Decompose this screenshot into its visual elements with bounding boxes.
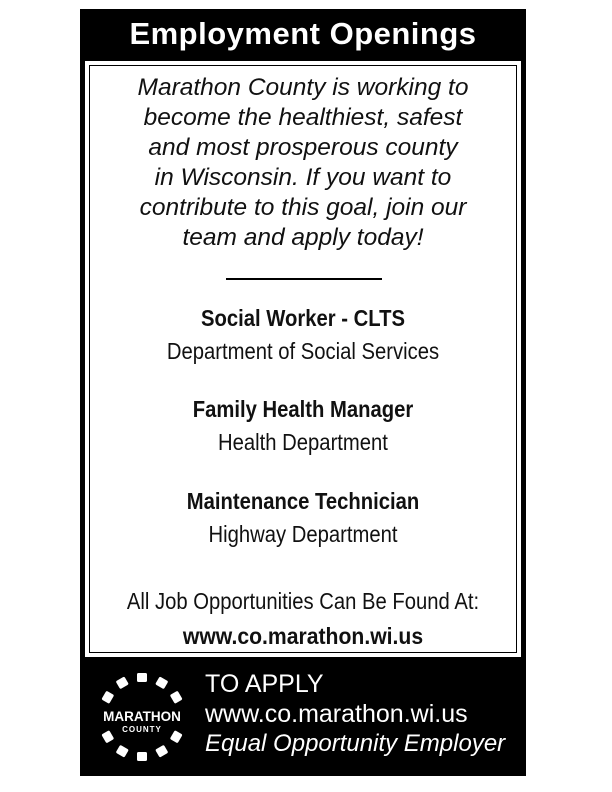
job-title: Social Worker - CLTS: [201, 305, 405, 331]
logo-name: MARATHON: [103, 709, 181, 724]
job-listing: [85, 394, 521, 460]
logo-subname: COUNTY: [122, 725, 162, 734]
job-listing: [85, 303, 521, 369]
ad-header-title: Employment Openings: [129, 16, 477, 51]
intro-line: Marathon County is working to: [137, 74, 469, 101]
opportunities-link[interactable]: www.co.marathon.wi.us: [182, 623, 424, 649]
job-listing: [85, 486, 521, 552]
intro-line: become the healthiest, safest: [143, 104, 463, 131]
job-title: Family Health Manager: [192, 396, 414, 422]
job-department: Department of Social Services: [166, 338, 440, 364]
intro-line: contribute to this goal, join our: [139, 194, 467, 221]
apply-footer: [80, 659, 526, 776]
opportunities-text: All Job Opportunities Can Be Found At:: [126, 588, 480, 614]
job-department: Health Department: [218, 429, 388, 455]
intro-paragraph: [105, 73, 501, 253]
apply-url-link[interactable]: www.co.marathon.wi.us: [205, 700, 468, 728]
intro-line: in Wisconsin. If you want to: [154, 164, 452, 191]
job-title: Maintenance Technician: [186, 488, 420, 514]
job-department: Highway Department: [208, 521, 398, 547]
job-advertisement: [80, 9, 526, 776]
content-panel: [85, 61, 521, 657]
apply-label: TO APPLY: [205, 670, 324, 698]
equal-opportunity-text: Equal Opportunity Employer: [205, 730, 506, 757]
divider-rule: [226, 278, 382, 280]
marathon-county-logo: [92, 667, 192, 767]
intro-line: team and apply today!: [182, 224, 424, 251]
intro-line: and most prosperous county: [148, 134, 458, 161]
